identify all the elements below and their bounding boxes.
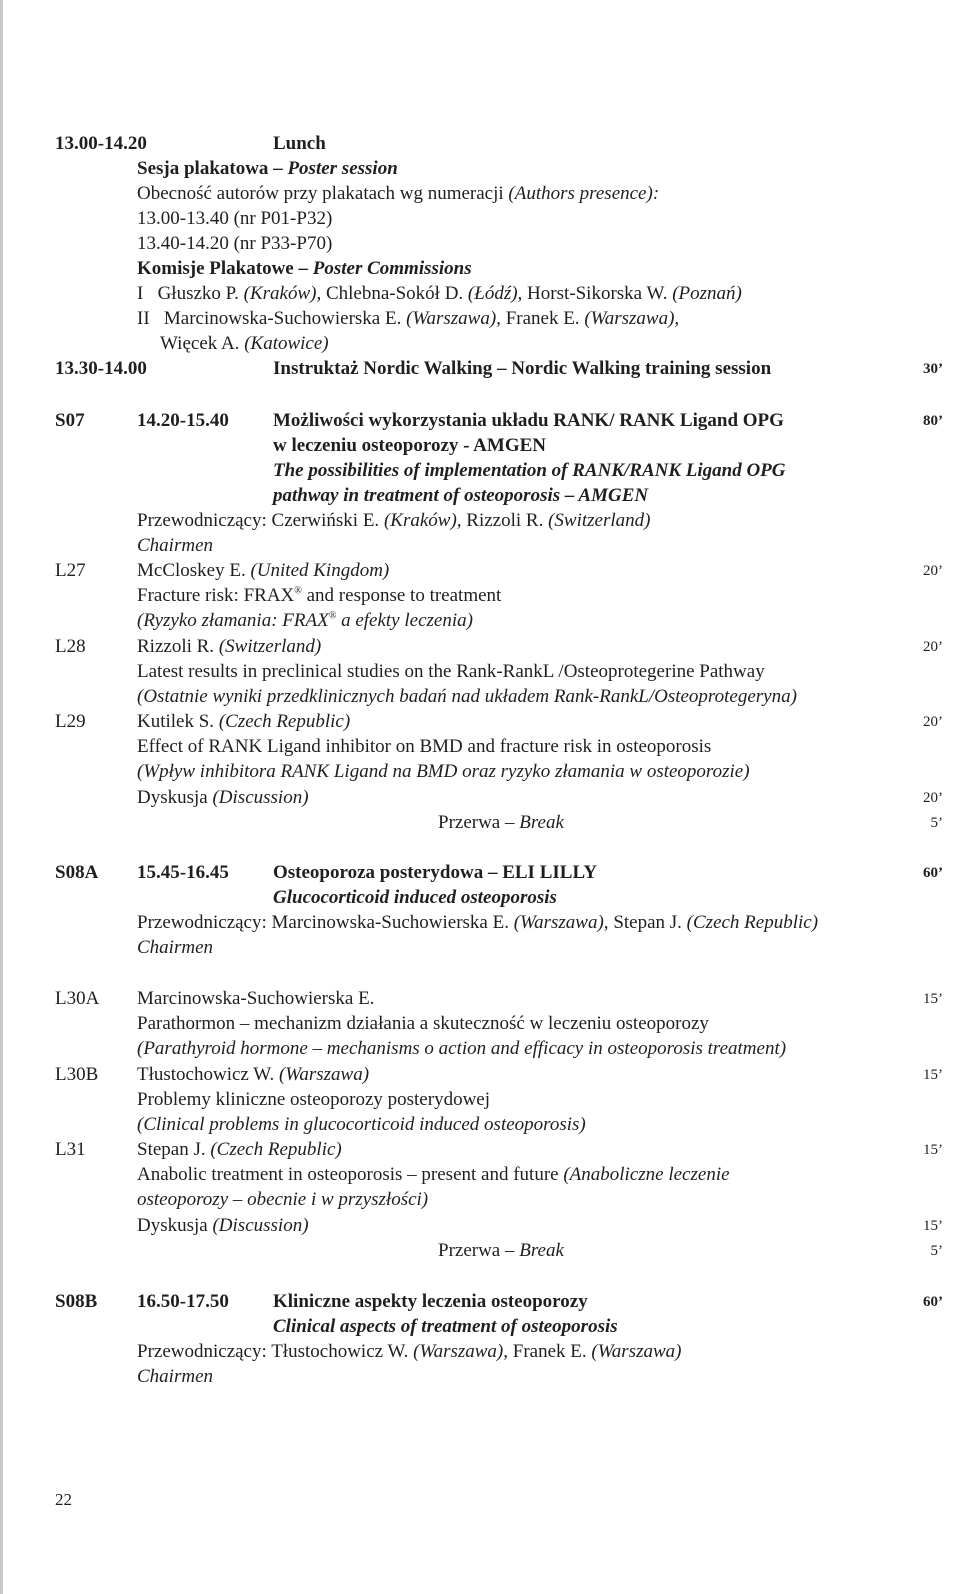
lecture-country: (Switzerland) [218, 636, 322, 657]
lecture-code: L30B [55, 1064, 99, 1085]
session-title-cont: w leczeniu osteoporozy - AMGEN [273, 435, 546, 456]
commissions-en: Poster Commissions [312, 258, 472, 279]
lecture-l30b-title [0, 1088, 960, 1112]
lunch-time: 13.00-14.20 [55, 133, 147, 154]
commission-2-cont [0, 332, 960, 356]
lecture-title-en: (Parathyroid hormone – mechanisms o action and efficacy in osteoporosis treatment) [137, 1038, 787, 1059]
session-s08a-title-en [0, 886, 960, 910]
commission-member-city: (Katowice) [244, 333, 329, 354]
session-title: Kliniczne aspekty leczenia osteoporozy [273, 1291, 588, 1312]
session-duration: 80’ [923, 413, 943, 429]
lunch-row [0, 132, 960, 156]
lecture-l29-title [0, 735, 960, 759]
lecture-duration: 15’ [923, 991, 943, 1007]
lecture-code: L31 [55, 1139, 86, 1160]
session-code: S08A [55, 862, 99, 883]
lecture-author: Rizzoli R. [137, 636, 215, 657]
lecture-duration: 15’ [923, 1067, 943, 1083]
chair-label: Przewodniczący: [137, 912, 267, 933]
commission-member: Marcinowska-Suchowierska E. [163, 308, 402, 329]
presence-row [0, 182, 960, 206]
chair-city: (Kraków), [383, 510, 462, 531]
lecture-l30a-title-en [0, 1037, 960, 1061]
commission-member-city: (Kraków), [243, 283, 322, 304]
chairmen-label: Chairmen [137, 1366, 213, 1387]
break-label: Przerwa – [438, 812, 515, 833]
lecture-author: Kutilek S. [137, 711, 215, 732]
commission-member: Więcek A. [160, 333, 240, 354]
lecture-country: (Czech Republic) [210, 1139, 342, 1160]
chair-city: (Warszawa) [591, 1341, 682, 1362]
s08a-break [0, 1239, 960, 1263]
lecture-country: (Warszawa) [278, 1064, 370, 1085]
session-title-en: The possibilities of implementation of RANK/RANK Ligand OPG [273, 460, 786, 481]
poster-session-row [0, 157, 960, 181]
chair-label: Przewodniczący: [137, 1341, 267, 1362]
chair-name: Marcinowska-Suchowierska E. [271, 912, 509, 933]
session-title: Możliwości wykorzystania układu RANK/ RANK Ligand OPG [273, 410, 784, 431]
chair-name: Rizzoli R. [466, 510, 544, 531]
lecture-title-cont: and response to treatment [306, 585, 502, 606]
chair-label: Przewodniczący: [137, 510, 267, 531]
lecture-code: L30A [55, 988, 100, 1009]
commission-1 [0, 282, 960, 306]
lecture-country: (United Kingdom) [250, 560, 390, 581]
session-duration: 60’ [923, 865, 943, 881]
registered-mark: ® [294, 585, 302, 597]
discussion-label: Dyskusja [137, 787, 208, 808]
session-time: 16.50-17.50 [137, 1291, 229, 1312]
commissions-pl: Komisje Plakatowe – [137, 258, 308, 279]
lecture-code: L28 [55, 636, 86, 657]
nordic-time: 13.30-14.00 [55, 358, 147, 379]
lecture-title-pl: (Anaboliczne leczenie [563, 1164, 730, 1185]
discussion-en: (Discussion) [212, 787, 309, 808]
chair-name: Stepan J. [613, 912, 682, 933]
nordic-title: Instruktaż Nordic Walking – Nordic Walking training session [273, 358, 772, 379]
session-s08b-header [0, 1290, 960, 1314]
session-duration: 60’ [923, 1294, 943, 1310]
presence-en: (Authors presence): [508, 183, 660, 204]
lecture-title: Parathormon – mechanizm działania a skuteczność w leczeniu osteoporozy [137, 1013, 709, 1034]
discussion-label: Dyskusja [137, 1215, 208, 1236]
commission-1-num: I [137, 283, 144, 304]
lecture-l27-title [0, 584, 960, 608]
page-number: 22 [55, 1490, 72, 1509]
lecture-l30a-title [0, 1012, 960, 1036]
lecture-duration: 20’ [923, 563, 943, 579]
lecture-author: Stepan J. [137, 1139, 206, 1160]
lecture-duration: 20’ [923, 639, 943, 655]
registered-mark: ® [328, 610, 337, 622]
lecture-title-pl: (Ostatnie wyniki przedklinicznych badań nad układem Rank-RankL/Osteoprotegeryna) [137, 686, 797, 707]
lecture-country: (Czech Republic) [218, 711, 351, 732]
break-en: Break [519, 1240, 564, 1261]
break-duration: 5’ [930, 1243, 943, 1259]
discussion-duration: 15’ [923, 1218, 943, 1234]
s07-break [0, 811, 960, 835]
poster-slot-2-text: 13.40-14.20 (nr P33-P70) [137, 233, 333, 254]
lecture-title: Effect of RANK Ligand inhibitor on BMD and fracture risk in osteoporosis [137, 736, 712, 757]
lecture-title-pl-cont: osteoporozy – obecnie i w przyszłości) [137, 1189, 429, 1210]
commission-member-city: (Poznań) [672, 283, 742, 304]
session-s07-chairs [0, 509, 960, 533]
session-title: Osteoporoza posterydowa – ELI LILLY [273, 862, 598, 883]
lecture-l31-title-cont [0, 1188, 960, 1212]
nordic-duration: 30’ [923, 361, 943, 377]
chair-name: Tłustochowicz W. [271, 1341, 409, 1362]
session-s08b-chairs [0, 1340, 960, 1364]
commissions-row [0, 257, 960, 281]
discussion-en: (Discussion) [212, 1215, 309, 1236]
lecture-title-pl: (Ryzyko złamania: FRAX [137, 610, 329, 631]
lecture-l27-title-pl [0, 609, 960, 633]
s08a-discussion [0, 1214, 960, 1238]
lecture-title: Latest results in preclinical studies on the Rank-RankL /Osteoprotegerine Pathway [137, 661, 765, 682]
lecture-author: Tłustochowicz W. [137, 1064, 275, 1085]
lecture-l30a [0, 987, 960, 1011]
lecture-duration: 15’ [923, 1142, 943, 1158]
break-label: Przerwa – [438, 1240, 515, 1261]
chairmen-label: Chairmen [137, 937, 213, 958]
poster-slot-1 [0, 207, 960, 231]
lecture-code: L27 [55, 560, 86, 581]
session-time: 14.20-15.40 [137, 410, 229, 431]
lecture-code: L29 [55, 711, 86, 732]
session-code: S07 [55, 410, 85, 431]
commission-member: Horst-Sikorska W. [527, 283, 668, 304]
session-s07-header [0, 409, 960, 433]
session-title-en-cont: pathway in treatment of osteoporosis – AMGEN [273, 485, 649, 506]
session-title-en: Clinical aspects of treatment of osteoporosis [273, 1316, 618, 1337]
chair-name: Franek E. [512, 1341, 587, 1362]
break-duration: 5’ [930, 815, 943, 831]
session-code: S08B [55, 1291, 98, 1312]
chairmen-label: Chairmen [137, 535, 213, 556]
chair-city: (Switzerland) [548, 510, 651, 531]
session-s08b-chairmen [0, 1365, 960, 1389]
session-s07-title-en [0, 459, 960, 483]
chair-city: (Warszawa), [513, 912, 609, 933]
lecture-title: Anabolic treatment in osteoporosis – present and future [137, 1164, 559, 1185]
session-s07-chairmen [0, 534, 960, 558]
commission-member-city: (Łódź), [467, 283, 523, 304]
lecture-l27 [0, 559, 960, 583]
commission-2-num: II [137, 308, 150, 329]
s07-discussion [0, 786, 960, 810]
break-en: Break [519, 812, 564, 833]
lecture-l31-title [0, 1163, 960, 1187]
discussion-duration: 20’ [923, 790, 943, 806]
commission-member: Franek E. [505, 308, 580, 329]
presence-pl: Obecność autorów przy plakatach wg numeracji [137, 183, 504, 204]
lecture-l30b-title-en [0, 1113, 960, 1137]
session-s07-title-2 [0, 434, 960, 458]
lunch-title: Lunch [273, 133, 326, 154]
commission-member-city: (Warszawa), [584, 308, 680, 329]
lecture-duration: 20’ [923, 714, 943, 730]
lecture-l28-title-pl [0, 685, 960, 709]
session-s08b-title-en [0, 1315, 960, 1339]
chair-name: Czerwiński E. [271, 510, 380, 531]
session-time: 15.45-16.45 [137, 862, 229, 883]
lecture-author: Marcinowska-Suchowierska E. [137, 988, 375, 1009]
nordic-walking-row [0, 357, 960, 381]
lecture-title-pl: (Wpływ inhibitora RANK Ligand na BMD oraz ryzyko złamania w osteoporozie) [137, 761, 750, 782]
commission-member: Głuszko P. [157, 283, 239, 304]
commission-member: Chlebna-Sokół D. [325, 283, 464, 304]
chair-city: (Warszawa), [413, 1341, 508, 1362]
chair-city: (Czech Republic) [686, 912, 819, 933]
session-s08a-chairs [0, 911, 960, 935]
commission-member-city: (Warszawa), [406, 308, 501, 329]
lecture-l30b [0, 1063, 960, 1087]
session-s08a-header [0, 861, 960, 885]
lecture-l31 [0, 1138, 960, 1162]
lecture-l28 [0, 635, 960, 659]
session-s07-title-en-2 [0, 484, 960, 508]
commission-2 [0, 307, 960, 331]
lecture-title: Problemy kliniczne osteoporozy posterydowej [137, 1089, 491, 1110]
poster-slot-2 [0, 232, 960, 256]
lecture-l29 [0, 710, 960, 734]
poster-session-en: Poster session [287, 158, 398, 179]
session-title-en: Glucocorticoid induced osteoporosis [273, 887, 557, 908]
lecture-title: Fracture risk: FRAX [137, 585, 295, 606]
session-s08a-chairmen [0, 936, 960, 960]
poster-slot-1-text: 13.00-13.40 (nr P01-P32) [137, 208, 333, 229]
lecture-l29-title-pl [0, 760, 960, 784]
lecture-l28-title [0, 660, 960, 684]
poster-session-pl: Sesja plakatowa – [137, 158, 283, 179]
lecture-author: McCloskey E. [137, 560, 246, 581]
lecture-title-en: (Clinical problems in glucocorticoid induced osteoporosis) [137, 1114, 586, 1135]
lecture-title-pl-cont: a efekty leczenia) [341, 610, 473, 631]
